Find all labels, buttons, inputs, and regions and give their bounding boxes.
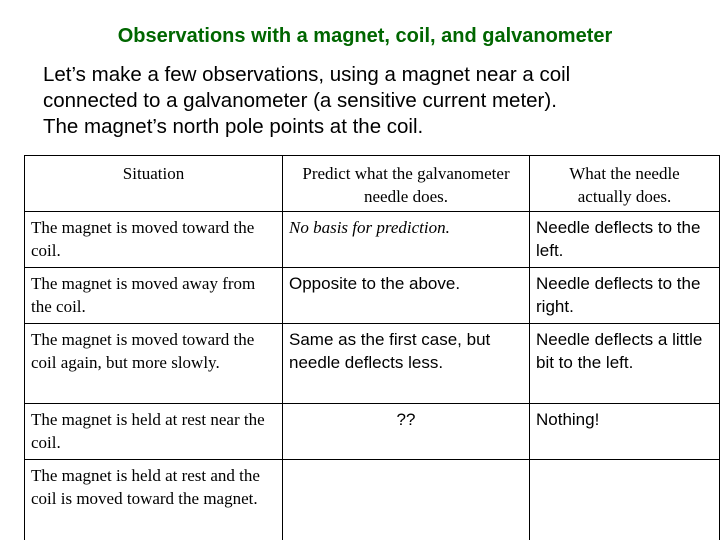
prediction-cell: Opposite to the above. — [283, 268, 530, 324]
intro-line: The magnet’s north pole points at the coil. — [43, 115, 424, 138]
header-situation: Situation — [25, 156, 283, 212]
situation-cell: The magnet is moved toward the coil again, but more slowly. — [25, 324, 283, 404]
intro-text — [43, 62, 713, 140]
table-row — [25, 212, 720, 268]
table-row — [25, 404, 720, 460]
prediction-cell — [283, 460, 530, 540]
page-title: Observations with a magnet, coil, and galvanometer — [117, 25, 613, 47]
situation-cell: The magnet is held at rest near the coil. — [25, 404, 283, 460]
actual-cell: Nothing! — [530, 404, 720, 460]
table-row — [25, 268, 720, 324]
situation-cell: The magnet is moved toward the coil. — [25, 212, 283, 268]
intro-line: connected to a galvanometer (a sensitive current meter). — [43, 89, 557, 112]
situation-cell: The magnet is moved away from the coil. — [25, 268, 283, 324]
table-row — [25, 324, 720, 404]
actual-cell: Needle deflects a little bit to the left. — [530, 324, 720, 404]
actual-cell: Needle deflects to the right. — [530, 268, 720, 324]
table-header-row — [25, 156, 720, 212]
situation-cell: The magnet is held at rest and the coil is moved toward the magnet. — [25, 460, 283, 540]
observations-table — [24, 155, 720, 540]
intro-line: Let’s make a few observations, using a magnet near a coil — [43, 63, 571, 86]
actual-cell — [530, 460, 720, 540]
prediction-cell: Same as the first case, but needle deflects less. — [283, 324, 530, 404]
header-actual: What the needle actually does. — [530, 156, 720, 212]
header-prediction: Predict what the galvanometer needle does. — [283, 156, 530, 212]
table-row — [25, 460, 720, 540]
prediction-cell: No basis for prediction. — [283, 212, 530, 268]
prediction-cell: ?? — [283, 404, 530, 460]
actual-cell: Needle deflects to the left. — [530, 212, 720, 268]
